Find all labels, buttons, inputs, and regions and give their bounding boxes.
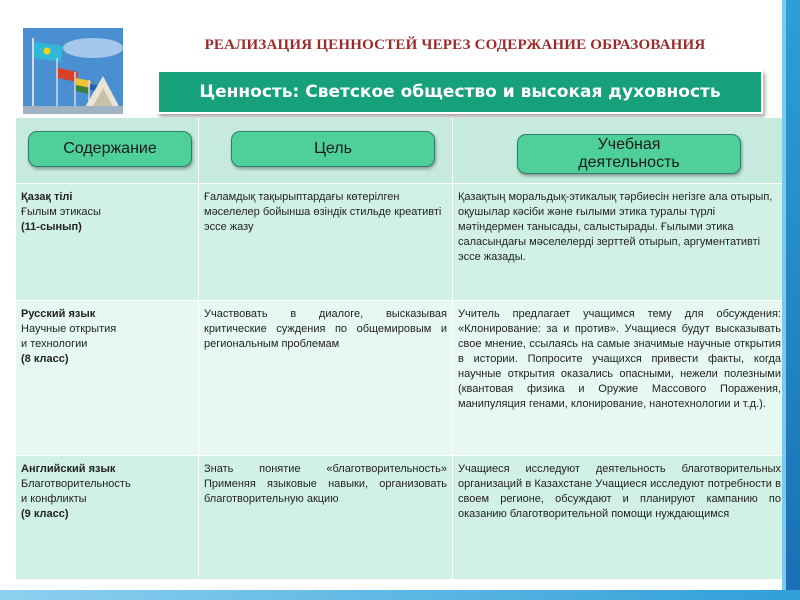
row-3-goal-text: Знать понятие «благотворительность» Применяя языковые навыки, организовать благотворительную акцию [204,463,447,505]
row-2-topic-line-2: и технологии [21,338,88,350]
table-row-2-goal [199,301,453,456]
row-2-activity-text: Учитель предлагает учащимся тему для обсуждения: «Клонирование: за и против». Учащиеся будут высказывать свое мнение, ссылаясь на самые значимые научные открытия в истории. Попросите учащихся привести факты, когда научные открытия оказались опасными, нежели полезными (квантовая физика и Оружие Массового Поражения, манипуляция генами, клонирование, нанотехнологии и т.д.). [458,308,781,410]
value-banner: Ценность: Светское общество и высокая духовность [157,70,763,114]
row-3-subject: Английский язык [21,463,116,475]
table-row-3-goal [199,456,453,580]
table-row-3-content [16,456,199,580]
table-row-2-activity [453,301,786,456]
row-1-grade: (11-сынып) [21,221,82,233]
row-1-activity-text: Қазақтың моральдық-этикалық тәрбиесін негізге ала отырып, оқушылар кәсіби және ғылыми этика туралы түрлі мәтіндермен танысады, салыстырады. Ғылыми этика саласындағы мәселелерді зерттей отырып, аргументативті эссе жазады. [458,191,773,263]
page-title: РЕАЛИЗАЦИЯ ЦЕННОСТЕЙ ЧЕРЕЗ СОДЕРЖАНИЕ ОБРАЗОВАНИЯ [204,37,706,53]
row-3-topic-line-1: Благотворительность [21,478,131,490]
header-pill-content: Содержание [28,131,192,167]
content-table [16,118,786,580]
row-2-subject: Русский язык [21,308,96,320]
table-row-1-content [16,184,199,301]
row-3-activity-text: Учащиеся исследуют деятельность благотворительных организаций в Казахстане Учащиеся исследуют потребности в своем регионе, обсуждают и планируют кампанию по оказанию благотворительной помощи нуждающимся [458,463,781,520]
row-1-subject: Қазақ тілі [21,191,73,203]
decor-stripe-blue [786,0,800,600]
row-2-topic-line-1: Научные открытия [21,323,117,335]
decor-bottom-bar [0,590,800,600]
header-pill-goal: Цель [231,131,435,167]
flags-image [23,28,123,114]
row-3-topic-line-2: и конфликты [21,493,87,505]
row-1-goal-text: Ғаламдық тақырыптардағы көтерілген мәселелер бойынша өзіндік стильде креативті эссе жазу [204,191,442,233]
row-3-grade: (9 класс) [21,508,69,520]
table-row-2-content [16,301,199,456]
row-1-topic-line-1: Ғылым этикасы [21,206,101,218]
table-row-1-activity [453,184,786,301]
table-row-3-activity [453,456,786,580]
row-2-grade: (8 класс) [21,353,69,365]
table-row-1-goal [199,184,453,301]
header-pill-activity: Учебная деятельность [517,134,741,174]
flags-photo [23,28,123,114]
row-2-goal-text: Участвовать в диалоге, высказывая критические суждения по общемировым и региональным проблемам [204,308,447,350]
